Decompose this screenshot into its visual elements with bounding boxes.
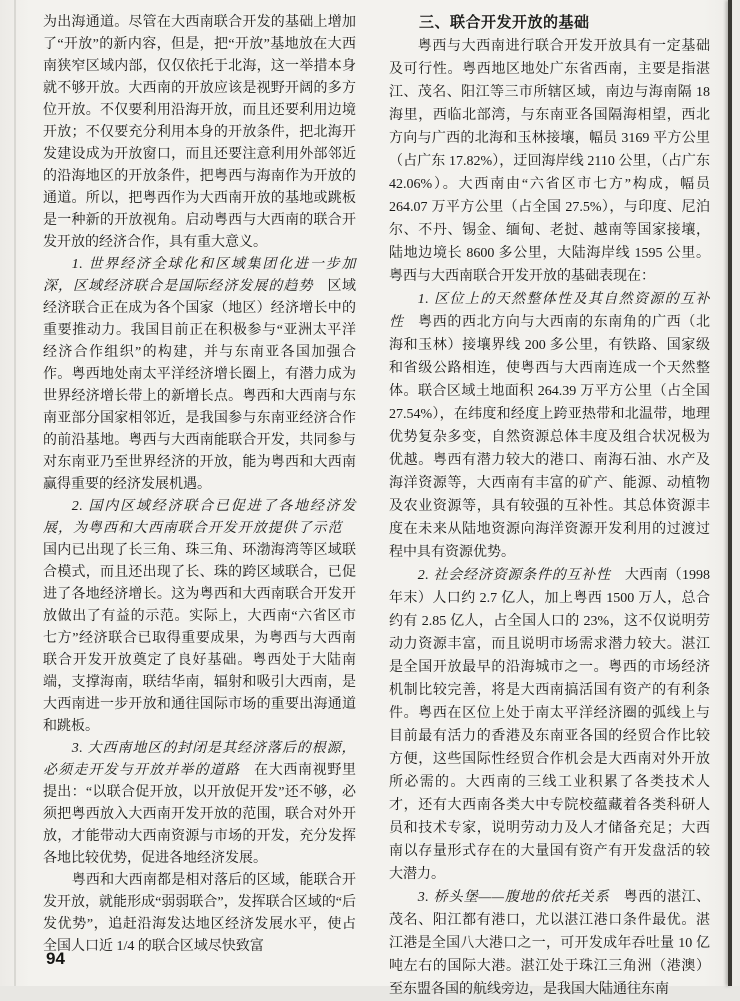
paragraph-lead: 1. 区位上的天然整体性及其自然资源的互补性 xyxy=(389,292,710,330)
section-heading: 三、联合开发开放的基础 xyxy=(419,15,590,31)
numbered-paragraph-2 xyxy=(389,564,710,886)
page-number: 94 xyxy=(46,949,65,968)
paragraph-lead: 3. 大西南地区的封闭是其经济落后的根源，必须走开发与开放并举的道路 xyxy=(43,741,356,778)
paragraph-text: 粤西的西北方向与大西南的东南角的广西（北海和玉林）接壤界线 200 多公里，有铁路、国家级和省级公路相连，使粤西与大西南连成一个天然整体。联合区域土地面积 264.39 万平方公里（占全国 27.54%），在纬度和经度上跨亚热带和北温带，地理优势复杂多变，自然资源总体丰度及组合状况极为优越。粤西有潜力较大的港口、南海石油、水产及海洋资源等，大西南有丰富的矿产、能源、动植物及农业资源等，具有较强的互补性。其总体资源丰度在未来从陆地资源向海洋资源开发利用的过渡过程中具有资源优势。 xyxy=(389,315,710,560)
paragraph-lead: 1. 世界经济全球化和区域集团化进一步加深，区域经济联合是国际经济发展的趋势 xyxy=(43,257,356,294)
numbered-paragraph-2 xyxy=(43,496,356,738)
paragraph-text: 粤西和大西南都是相对落后的区域，能联合开发开放，就能形成“弱弱联合”，发挥联合区域的“后发优势”，追赶沿海发达地区经济发展水平，使占全国人口近 1/4 的联合区域尽快致富 xyxy=(43,873,356,954)
page-right-edge-line xyxy=(728,0,732,986)
paragraph-lead: 3. 桥头堡——腹地的依托关系 xyxy=(417,890,610,905)
paragraph-continued xyxy=(43,12,356,254)
paragraph-text: 为出海通道。尽管在大西南联合开发的基础上增加了“开放”的新内容，但是，把“开放”基地放在大西南狭窄区域内部，仅仅依托于北海，这一举措本身就不够开放。大西南的开放应该是视野开阔的多方位开放。不仅要利用沿海开放，而且还要利用边境开放；不仅要充分利用本身的开放条件，把北海开发建设成为开放窗口，而且还要注意利用外部邻近的沿海地区的开放条件，把粤西与海南作为开放的通道。所以，把粤西作为大西南开放的基地或跳板是一种新的开放视角。启动粤西与大西南的联合开发开放的经济合作，具有重大意义。 xyxy=(43,15,356,250)
left-column xyxy=(43,12,356,958)
paragraph-lead: 2. 社会经济资源条件的互补性 xyxy=(417,568,611,583)
paragraph-text: 粤西与大西南进行联合开发开放具有一定基础及可行性。粤西地区地处广东省西南，主要是指湛江、茂名、阳江等三市所辖区域，南边与海南隔 18 海里，西临北部湾，与东南亚各国隔海相望，西北方向与广西的北海和玉林接壤，幅员 3169 平方公里（占广东 17.82%），迂回海岸线 2110 公里，（占广东 42.06%）。大西南由“六省区市七方”构成，幅员 264.07 万平方公里（占全国 27.5%），与印度、尼泊尔、不丹、锡金、缅甸、老挝、越南等国家接壤，陆地边境长 8600 多公里，大陆海岸线 1595 公里。粤西与大西南联合开发开放的基础表现在： xyxy=(389,39,710,284)
paragraph-text: 在大西南视野里提出：“以联合促开放，以开放促开发”还不够，必须把粤西放入大西南开发开放的范围，联合对外开放，才能带动大西南资源与市场的开发，充分发挥各地比较优势，促进各地经济发展。 xyxy=(43,763,357,866)
numbered-paragraph-1 xyxy=(43,254,356,496)
paragraph-text: 国内已出现了长三角、珠三角、环渤海湾等区域联合模式，而且还出现了长、珠的跨区域联合，已促进了各地经济增长。这为粤西和大西南联合开发开放做出了有益的示范。实际上，大西南“六省区市七方”经济联合已取得重要成果，为粤西与大西南联合开发开放奠定了良好基础。粤西处于大陆南端，支撑海南，联结华南，辐射和吸引大西南，是大西南进一步开放和通往国际市场的重要出海通道和跳板。 xyxy=(43,543,356,734)
right-column xyxy=(389,12,710,1001)
intro-paragraph xyxy=(389,35,710,288)
numbered-paragraph-1 xyxy=(389,288,710,564)
closing-paragraph xyxy=(43,870,356,958)
paragraph-text: 粤西的湛江、茂名、阳江都有港口，尤以湛江港口条件最优。湛江港是全国八大港口之一，可开发成年吞吐量 10 亿吨左右的国际大港。湛江处于珠江三角洲（港澳）至东盟各国的航线旁边，是我国大陆通往东南 xyxy=(389,890,710,997)
paragraph-text: 区域经济联合正在成为各个国家（地区）经济增长中的重要推动力。我国目前正在积极参与“亚洲太平洋经济合作组织”的构建，并与东南亚各国加强合作。粤西地处南太平洋经济增长圈上，有潜力成为世界经济增长带上的新增长点。粤西和大西南与东南亚部分国家相邻近，是我国参与东南亚经济合作的前沿基地。粤西与大西南能联合开发，共同参与对东南亚乃至世界经济的开放，能为粤西和大西南赢得重要的经济发展机遇。 xyxy=(43,279,357,492)
numbered-paragraph-3 xyxy=(389,886,710,1001)
numbered-paragraph-3 xyxy=(43,738,356,870)
paragraph-lead: 2. 国内区域经济联合已促进了各地经济发展，为粤西和大西南联合开发开放提供了示范 xyxy=(43,499,356,536)
paragraph-text: 大西南（1998 年末）人口约 2.7 亿人，加上粤西 1500 万人，总合约有 2.85 亿人，占全国人口的 23%，这不仅说明劳动力资源丰富，而且说明市场需求潜力较大。湛江是全国开放最早的沿海城市之一。粤西的市场经济机制比较完善，将是大西南搞活国有资产的有利条件。粤西在区位上处于南太平洋经济圈的弧线上与目前最有活力的香港及东南亚各国的经贸合作比较方便，这些国际性经贸合作机会是大西南对外开放所必需的。大西南的三线工业积累了各类技术人才，还有大西南各类大中专院校蕴藏着各类科研人员和技术专家，说明劳动力及人才储备充足；大西南以存量形式存在的大量国有资产有开发盘活的较大潜力。 xyxy=(389,568,711,882)
page-left-edge-line xyxy=(14,0,16,986)
